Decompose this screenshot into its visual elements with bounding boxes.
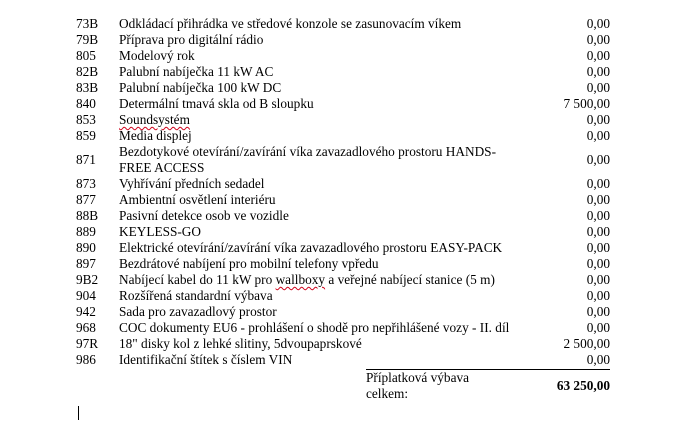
item-description: KEYLESS-GO (119, 224, 201, 239)
item-description: COC dokumenty EU6 - prohlášení o shodě pro nepřihlášené vozy - II. díl (119, 320, 510, 335)
item-description: Media displej (119, 128, 192, 143)
item-description: Příprava pro digitální rádio (119, 32, 264, 47)
description-part: Nabíjecí kabel do 11 kW pro (119, 272, 276, 287)
item-price: 0,00 (586, 208, 610, 223)
item-code: 897 (76, 256, 96, 271)
table-row (76, 144, 610, 176)
table-row (76, 128, 610, 144)
item-description (119, 272, 524, 288)
table-row (76, 64, 610, 80)
item-price: 0,00 (586, 288, 610, 303)
item-description (119, 112, 524, 128)
table-row (76, 336, 610, 352)
item-code: 805 (76, 48, 96, 63)
spellcheck-word: Soundsystém (119, 112, 190, 127)
item-description: Vyhřívání předních sedadel (119, 176, 265, 191)
table-row (76, 32, 610, 48)
item-code: 942 (76, 304, 96, 319)
item-code: 871 (76, 152, 96, 167)
item-price: 0,00 (586, 80, 610, 95)
table-row (76, 352, 610, 368)
item-price: 0,00 (586, 64, 610, 79)
item-description: Ambientní osvětlení interiéru (119, 192, 276, 207)
item-price: 0,00 (586, 320, 610, 335)
item-description: Bezdrátové nabíjení pro mobilní telefony vpředu (119, 256, 379, 271)
item-code: 889 (76, 224, 96, 239)
item-code: 82B (76, 64, 99, 79)
item-code: 9B2 (76, 272, 99, 287)
table-row (76, 288, 610, 304)
table-row (76, 224, 610, 240)
item-description: Pasivní detekce osob ve vozidle (119, 208, 289, 223)
item-description: Palubní nabíječka 100 kW DC (119, 80, 282, 95)
table-row (76, 192, 610, 208)
item-code: 83B (76, 80, 99, 95)
item-code: 73B (76, 16, 99, 31)
item-code: 840 (76, 96, 96, 111)
item-code: 904 (76, 288, 96, 303)
item-code: 890 (76, 240, 96, 255)
table-row (76, 320, 610, 336)
table-row (76, 112, 610, 128)
item-code: 853 (76, 112, 96, 127)
item-code: 859 (76, 128, 96, 143)
total-row (366, 369, 610, 402)
table-row (76, 48, 610, 64)
table-row (76, 208, 610, 224)
item-price: 0,00 (586, 192, 610, 207)
item-price: 0,00 (586, 176, 610, 191)
item-code: 877 (76, 192, 96, 207)
item-price: 2 500,00 (563, 336, 610, 351)
item-description: Sada pro zavazadlový prostor (119, 304, 277, 319)
item-description: Rozšířená standardní výbava (119, 288, 273, 303)
item-price: 0,00 (586, 272, 610, 287)
item-price: 0,00 (586, 224, 610, 239)
item-price: 0,00 (586, 256, 610, 271)
item-code: 986 (76, 352, 96, 367)
spellcheck-word: wallboxy (275, 272, 326, 287)
item-price: 0,00 (586, 32, 610, 47)
item-description: Palubní nabíječka 11 kW AC (119, 64, 274, 79)
item-price: 0,00 (586, 112, 610, 127)
table-row (76, 272, 610, 288)
item-code: 968 (76, 320, 96, 335)
table-row (76, 256, 610, 272)
table-row (76, 304, 610, 320)
text-cursor (78, 406, 79, 420)
item-price: 0,00 (586, 352, 610, 367)
table-row (76, 240, 610, 256)
table-row (76, 80, 610, 96)
item-description: 18" disky kol z lehké slitiny, 5dvoupaprskové (119, 336, 362, 351)
item-price: 0,00 (586, 16, 610, 31)
item-price: 0,00 (586, 240, 610, 255)
item-code: 873 (76, 176, 96, 191)
total-value: 63 250,00 (556, 378, 610, 393)
item-price: 0,00 (586, 128, 610, 143)
item-description: Odkládací přihrádka ve středové konzole se zasunovacím víkem (119, 16, 462, 31)
item-code: 79B (76, 32, 99, 47)
table-row (76, 96, 610, 112)
equipment-list (76, 16, 610, 402)
item-price: 7 500,00 (563, 96, 610, 111)
item-code: 88B (76, 208, 99, 223)
equipment-rows (76, 16, 610, 368)
table-row (76, 16, 610, 32)
item-price: 0,00 (586, 304, 610, 319)
item-code: 97R (76, 336, 99, 351)
table-row (76, 176, 610, 192)
item-description: Identifikační štítek s číslem VIN (119, 352, 293, 367)
item-description: Modelový rok (119, 48, 195, 63)
item-description: Determální tmavá skla od B sloupku (119, 96, 314, 111)
total-label: Příplatková výbava celkem: (366, 370, 470, 401)
description-part: a veřejné nabíjecí stanice (5 m) (325, 272, 495, 287)
item-price: 0,00 (586, 152, 610, 167)
item-price: 0,00 (586, 48, 610, 63)
item-description: Bezdotykové otevírání/zavírání víka zavazadlového prostoru HANDS-FREE ACCESS (119, 144, 496, 175)
item-description: Elektrické otevírání/zavírání víka zavazadlového prostoru EASY-PACK (119, 240, 503, 255)
